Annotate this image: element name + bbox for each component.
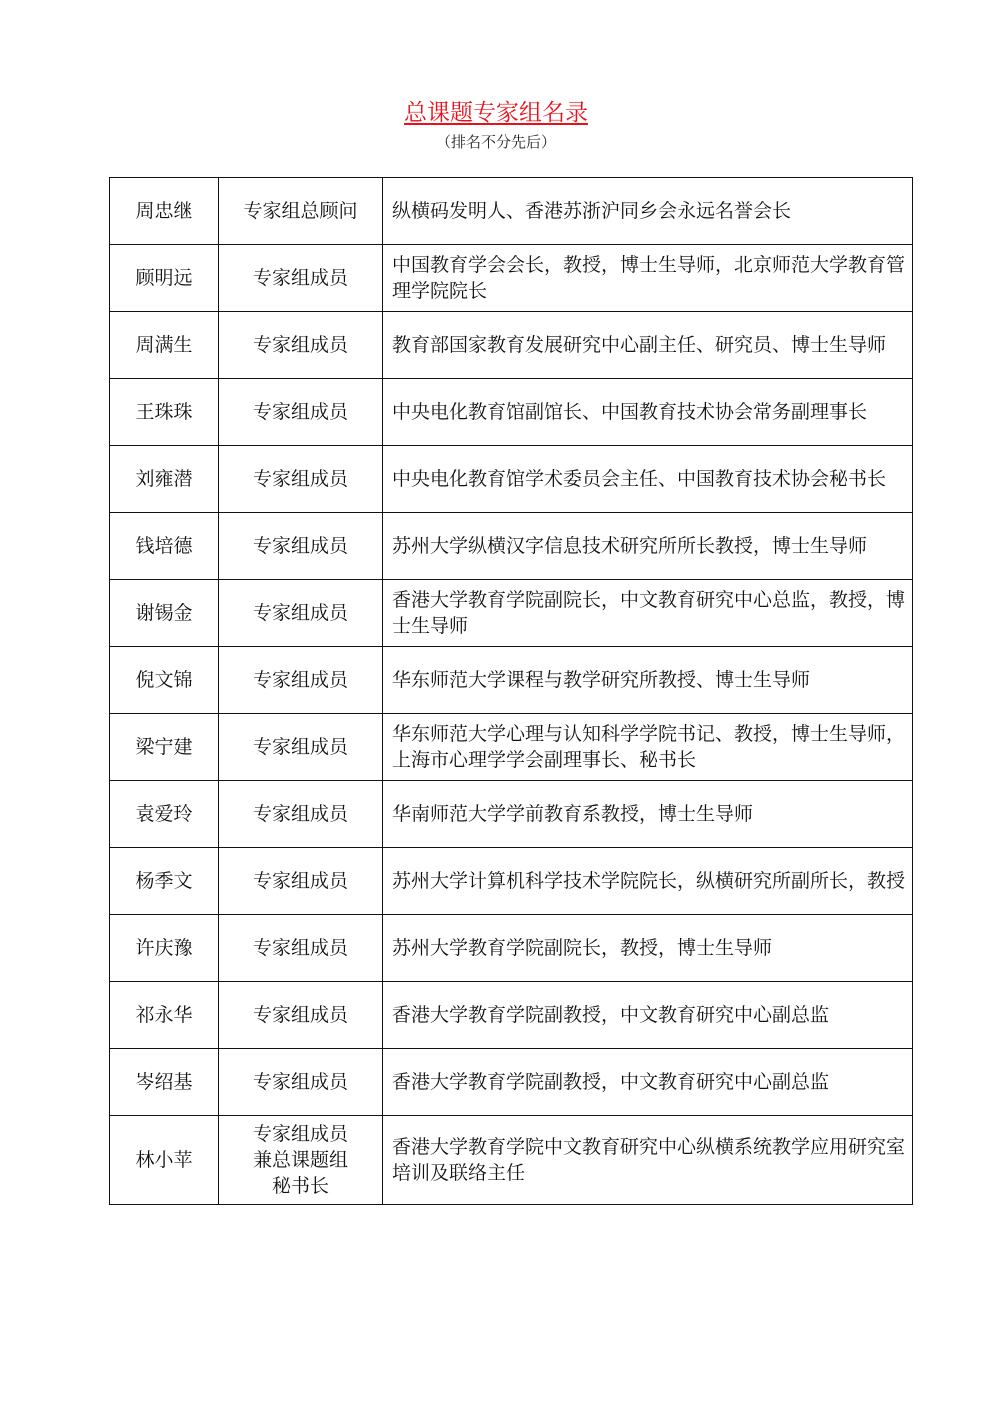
table-row [110, 245, 913, 312]
member-role: 专家组成员 [219, 446, 383, 513]
table-row [110, 178, 913, 245]
member-name: 岑绍基 [110, 1049, 219, 1116]
member-name: 袁爱玲 [110, 781, 219, 848]
member-description: 香港大学教育学院中文教育研究中心纵横系统教学应用研究室培训及联络主任 [383, 1116, 913, 1205]
member-name: 顾明远 [110, 245, 219, 312]
member-role: 专家组成员 [219, 781, 383, 848]
table-row [110, 982, 913, 1049]
table-row [110, 848, 913, 915]
table-row [110, 513, 913, 580]
member-name: 梁宁建 [110, 714, 219, 781]
document-title [0, 98, 992, 128]
member-role: 专家组成员 [219, 915, 383, 982]
member-name: 周满生 [110, 312, 219, 379]
member-description: 华南师范大学学前教育系教授，博士生导师 [383, 781, 913, 848]
member-description: 教育部国家教育发展研究中心副主任、研究员、博士生导师 [383, 312, 913, 379]
member-description: 苏州大学计算机科学技术学院院长，纵横研究所副所长，教授 [383, 848, 913, 915]
expert-roster-table [109, 177, 913, 1205]
member-description: 中国教育学会会长，教授，博士生导师，北京师范大学教育管理学院院长 [383, 245, 913, 312]
member-role: 专家组总顾问 [219, 178, 383, 245]
document-title-text: 总课题专家组名录 [404, 100, 588, 126]
member-description: 苏州大学教育学院副院长，教授，博士生导师 [383, 915, 913, 982]
member-description: 华东师范大学课程与教学研究所教授、博士生导师 [383, 647, 913, 714]
document-subtitle: （排名不分先后） [435, 133, 556, 151]
member-role: 专家组成员 [219, 647, 383, 714]
member-description: 纵横码发明人、香港苏浙沪同乡会永远名誉会长 [383, 178, 913, 245]
member-role: 专家组成员 [219, 379, 383, 446]
member-description: 香港大学教育学院副教授，中文教育研究中心副总监 [383, 1049, 913, 1116]
member-description: 中央电化教育馆学术委员会主任、中国教育技术协会秘书长 [383, 446, 913, 513]
member-name: 周忠继 [110, 178, 219, 245]
table-row [110, 1049, 913, 1116]
member-role: 专家组成员 兼总课题组 秘书长 [219, 1116, 383, 1205]
member-name: 倪文锦 [110, 647, 219, 714]
table-row [110, 915, 913, 982]
table-row [110, 312, 913, 379]
table-row [110, 379, 913, 446]
member-role: 专家组成员 [219, 580, 383, 647]
member-role: 专家组成员 [219, 513, 383, 580]
member-role: 专家组成员 [219, 848, 383, 915]
member-role: 专家组成员 [219, 982, 383, 1049]
table-row [110, 1116, 913, 1205]
member-description: 中央电化教育馆副馆长、中国教育技术协会常务副理事长 [383, 379, 913, 446]
member-description: 苏州大学纵横汉字信息技术研究所所长教授，博士生导师 [383, 513, 913, 580]
table-row [110, 446, 913, 513]
member-description: 华东师范大学心理与认知科学学院书记、教授，博士生导师，上海市心理学学会副理事长、秘书长 [383, 714, 913, 781]
member-name: 许庆豫 [110, 915, 219, 982]
member-name: 谢锡金 [110, 580, 219, 647]
member-name: 祁永华 [110, 982, 219, 1049]
table-row [110, 647, 913, 714]
member-name: 刘雍潜 [110, 446, 219, 513]
member-role: 专家组成员 [219, 312, 383, 379]
member-name: 王珠珠 [110, 379, 219, 446]
table-row [110, 714, 913, 781]
member-name: 林小苹 [110, 1116, 219, 1205]
member-role: 专家组成员 [219, 1049, 383, 1116]
member-description: 香港大学教育学院副院长，中文教育研究中心总监，教授，博士生导师 [383, 580, 913, 647]
member-name: 杨季文 [110, 848, 219, 915]
member-name: 钱培德 [110, 513, 219, 580]
member-role: 专家组成员 [219, 714, 383, 781]
table-row [110, 781, 913, 848]
table-row [110, 580, 913, 647]
member-description: 香港大学教育学院副教授，中文教育研究中心副总监 [383, 982, 913, 1049]
member-role: 专家组成员 [219, 245, 383, 312]
